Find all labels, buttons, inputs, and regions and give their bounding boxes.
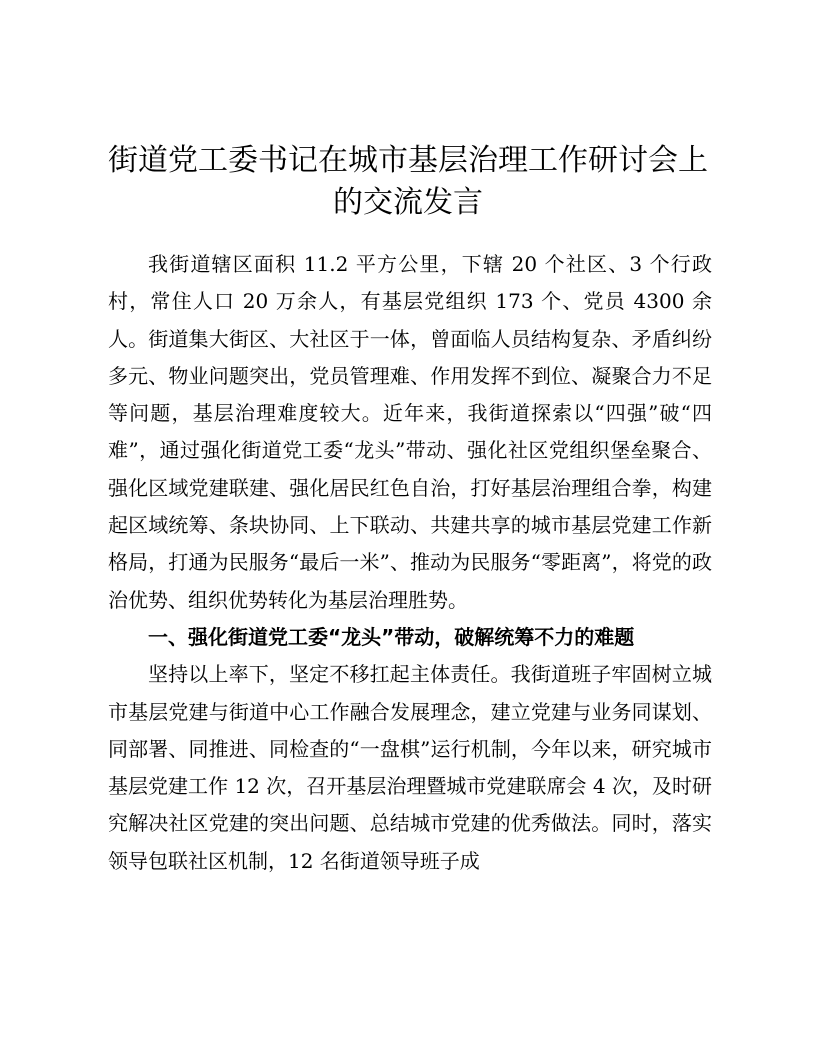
section-paragraph-1: 坚持以上率下，坚定不移扛起主体责任。我街道班子牢固树立城市基层党建与街道中心工作融合发展理念，建立党建与业务同谋划、同部署、同推进、同检查的“一盘棋”运行机制，今年以来，研究城市基层党建工作 12 次，召开基层治理暨城市党建联席会 4 次，及时研究解决社区党建的突出问题、总结城市党建的优秀做法。同时，落实领导包联社区机制，12 名街道领导班子成: [108, 662, 712, 873]
intro-paragraph: 我街道辖区面积 11.2 平方公里，下辖 20 个社区、3 个行政村，常住人口 20 万余人，有基层党组织 173 个、党员 4300 余人。街道集大街区、大社区于一体，曾面临人员结构复杂、矛盾纠纷多元、物业问题突出，党员管理难、作用发挥不到位、凝聚合力不足等问题，基层治理难度较大。近年来，我街道探索以“四强”破“四难”，通过强化街道党工委“龙头”带动、强化社区党组织堡垒聚合、强化区域党建联建、强化居民红色自治，打好基层治理组合拳，构建起区域统筹、条块协同、上下联动、共建共享的城市基层党建工作新格局，打通为民服务“最后一米”、推动为民服务“零距离”，将党的政治优势、组织优势转化为基层治理胜势。: [108, 252, 712, 612]
document-body: [108, 246, 712, 880]
document-title: 街道党工委书记在城市基层治理工作研讨会上的交流发言: [108, 143, 708, 220]
section-heading-1: 一、强化街道党工委“龙头”带动，破解统筹不力的难题: [148, 624, 635, 649]
